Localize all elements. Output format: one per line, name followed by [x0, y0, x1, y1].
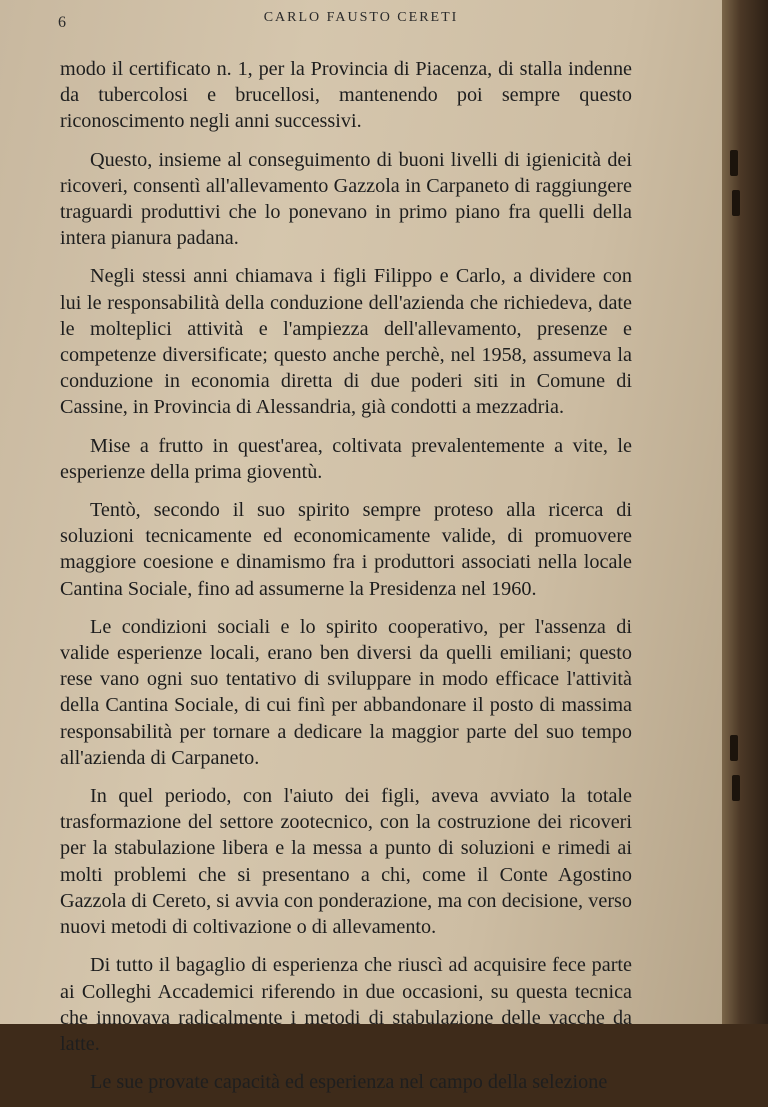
paragraph: modo il certificato n. 1, per la Provincia di Piacenza, di stalla indenne da tubercolosi e brucellosi, mantenendo poi sempre questo riconoscimento negli anni successivi. — [60, 58, 632, 133]
body-text — [60, 56, 632, 1107]
binding-thread — [732, 190, 740, 216]
paragraph: Negli stessi anni chiamava i figli Filippo e Carlo, a dividere con lui le responsabilità della conduzione dell'azienda che richiedeva, date le molteplici attività e l'ampiezza dell'allevamento, presenze e competenze diversificate; questo anche perchè, nel 1958, assumeva la conduzione in economia diretta di due poderi siti in Comune di Cassine, in Provincia di Alessandria, già condotti a mezzadria. — [60, 265, 632, 419]
page-number: 6 — [58, 14, 66, 31]
paragraph: Mise a frutto in quest'area, coltivata prevalentemente a vite, le esperienze della prima gioventù. — [60, 434, 632, 483]
paragraph: Tentò, secondo il suo spirito sempre proteso alla ricerca di soluzioni tecnicamente ed economicamente valide, di promuovere maggiore coesione e dinamismo fra i produttori associati nella locale Cantina Sociale, fino ad assumerne la Presidenza nel 1960. — [60, 499, 632, 600]
paragraph: Di tutto il bagaglio di esperienza che riuscì ad acquisire fece parte ai Colleghi Accademici riferendo in due occasioni, su questa tecnica che innovava radicalmente i metodi di stabulazione delle vacche da latte. — [60, 954, 632, 1055]
running-head: CARLO FAUSTO CERETI — [263, 10, 459, 25]
paragraph: Le sue provate capacità ed esperienza nel campo della selezione — [90, 1071, 608, 1094]
paragraph: Questo, insieme al conseguimento di buoni livelli di igienicità dei ricoveri, consentì all'allevamento Gazzola in Carpaneto di raggiungere traguardi produttivi che lo ponevano in primo piano fra quelli della intera pianura padana. — [60, 148, 632, 250]
binding-thread — [730, 735, 738, 761]
binding-thread — [732, 775, 740, 801]
book-binding-edge — [722, 0, 768, 1024]
page-header — [0, 10, 722, 30]
paragraph: Le condizioni sociali e lo spirito cooperativo, per l'assenza di valide esperienze locali, erano ben diversi da quelli emiliani; questo rese vano ogni suo tentativo di sviluppare in modo efficace l'attività della Cantina Sociale, di cui finì per abbandonare il posto di massima responsabilità per tornare a dedicare la maggior parte del suo tempo all'azienda di Carpaneto. — [60, 615, 632, 769]
paragraph: In quel periodo, con l'aiuto dei figli, aveva avviato la totale trasformazione del settore zootecnico, con la costruzione dei ricoveri per la stabulazione libera e la messa a punto di soluzioni e rimedi ai molti problemi che si presentano a chi, come il Conte Agostino Gazzola di Cereto, si avvia con ponderazione, ma con decisione, verso nuovi metodi di coltivazione o di allevamento. — [60, 785, 632, 939]
binding-thread — [730, 150, 738, 176]
